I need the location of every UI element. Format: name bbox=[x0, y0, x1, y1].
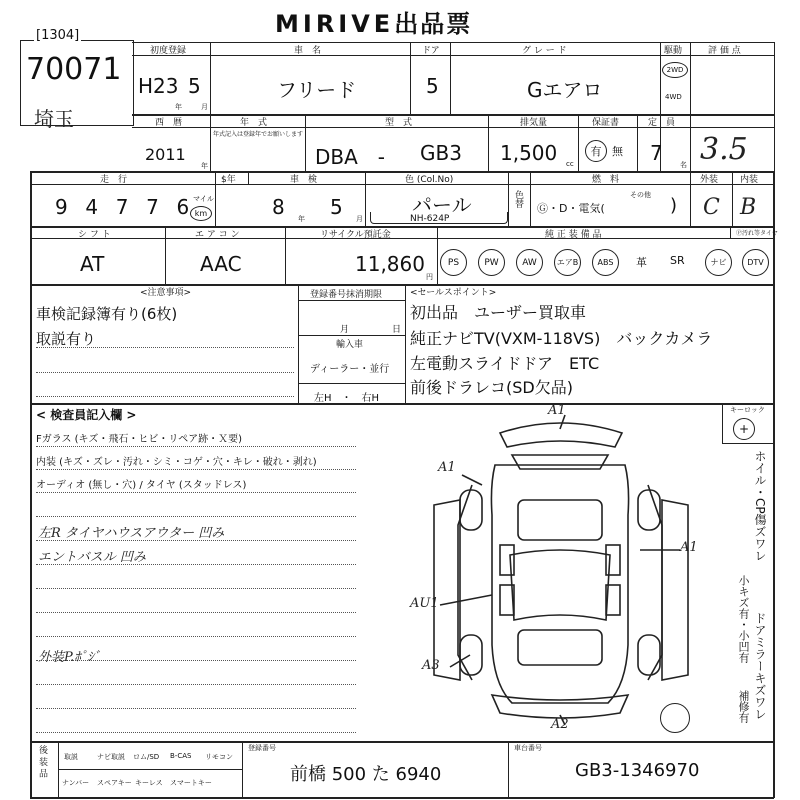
capacity-label: 定 員 bbox=[648, 118, 676, 128]
color-bracket bbox=[370, 212, 508, 224]
equipment-label: 純 正 装 備 品 bbox=[545, 230, 602, 240]
capacity-value: 7 bbox=[650, 141, 663, 165]
mileage-digit: 6 bbox=[176, 195, 190, 219]
katashiki-prefix: DBA - bbox=[315, 145, 386, 169]
drive-label: 駆動 bbox=[664, 46, 683, 56]
drive-4wd: 4WD bbox=[665, 93, 682, 101]
capacity-unit: 名 bbox=[680, 161, 687, 169]
accessory-item: ロム/SD bbox=[133, 753, 160, 761]
dirty-tire-label: Ⓟ汚れ等タイヤ bbox=[736, 230, 778, 237]
displacement-label: 排気量 bbox=[520, 118, 548, 128]
equip-pw-circled: PW bbox=[478, 249, 505, 276]
inspection-label: 車 検 bbox=[290, 175, 318, 185]
model-year-label: 年 式 bbox=[240, 118, 268, 128]
mileage-digit: 7 bbox=[146, 195, 159, 219]
recycle-unit: 円 bbox=[426, 273, 433, 281]
accessory-item: ナビ取説 bbox=[97, 753, 125, 761]
eval-score: 3.5 bbox=[700, 132, 748, 167]
brand-name: MIRIVE bbox=[275, 10, 395, 38]
accessory-item: リモコン bbox=[205, 753, 233, 761]
recycle-value: 11,860 bbox=[355, 252, 425, 276]
reg-day-unit: 日 bbox=[392, 325, 402, 335]
shift-value: AT bbox=[80, 252, 105, 276]
side-note-minor: 小キズ有・小凹有 bbox=[737, 575, 750, 663]
seireki-label: 西 暦 bbox=[155, 118, 183, 128]
displacement-value: 1,500 bbox=[500, 141, 558, 165]
inspector-handwritten-note: エントバスル 凹み bbox=[38, 550, 146, 565]
equip-navi-circled: ナビ bbox=[705, 249, 732, 276]
interior-label: 内装 bbox=[740, 175, 759, 185]
page-title bbox=[275, 4, 472, 39]
ac-label: エ ア コ ン bbox=[195, 230, 240, 240]
interior-grade: B bbox=[740, 195, 757, 220]
corner-circle-mark bbox=[660, 703, 690, 733]
color-label: 色 (Col.No) bbox=[405, 175, 454, 185]
exterior-grade: C bbox=[703, 195, 720, 220]
seireki-unit: 年 bbox=[201, 162, 208, 170]
mileage-digits bbox=[55, 195, 200, 219]
equip-sunroof: SR bbox=[670, 254, 685, 267]
first-reg-label: 初度登録 bbox=[150, 46, 187, 56]
lot-region: 埼玉 bbox=[34, 107, 74, 131]
damage-mark-a1-left: A1 bbox=[438, 460, 456, 475]
inspection-month-unit: 月 bbox=[356, 215, 363, 223]
reg-deadline-label: 登録番号抹消期限 bbox=[310, 290, 383, 300]
mileage-digit: 7 bbox=[115, 195, 129, 219]
plate-number: 前橋 500 た 6940 bbox=[290, 764, 442, 785]
accessory-item: B-CAS bbox=[170, 752, 192, 760]
sales-point-line: 左電動スライドドア ETC bbox=[410, 354, 600, 373]
car-name: フリード bbox=[277, 78, 357, 102]
unit-km-circled: km bbox=[190, 206, 212, 221]
sheet-title: 出品票 bbox=[394, 10, 473, 38]
meter-label: $年 bbox=[221, 175, 236, 185]
color-value: パール bbox=[412, 193, 472, 217]
side-note-mirror: ドアミラーキズワレ bbox=[753, 612, 767, 720]
caution-line: 取説有り bbox=[36, 330, 97, 348]
car-name-label: 車 名 bbox=[294, 46, 322, 56]
displacement-unit: cc bbox=[566, 160, 574, 168]
doors-value: 5 bbox=[426, 74, 439, 98]
grade-label: グ レ ー ド bbox=[522, 46, 567, 56]
caution-label: <注意事項> bbox=[140, 288, 192, 298]
chassis-label: 車台番号 bbox=[514, 744, 542, 752]
sales-point-line: 前後ドラレコ(SD欠品) bbox=[410, 378, 573, 397]
damage-mark-a3: A3 bbox=[422, 658, 440, 673]
exterior-label: 外装 bbox=[700, 175, 719, 185]
damage-mark-au1: AU1 bbox=[410, 596, 439, 611]
plate-label: 登録番号 bbox=[248, 744, 276, 752]
side-note-repair: 補修有 bbox=[737, 690, 750, 723]
sales-point-line: 純正ナビTV(VXM-118VS) バックカメラ bbox=[410, 329, 713, 348]
equip-leather: 革 bbox=[636, 256, 647, 269]
mileage-digit: 4 bbox=[85, 195, 99, 219]
ac-value: AAC bbox=[200, 252, 242, 276]
key-lock-label: キーロック bbox=[730, 406, 765, 414]
fuel-label: 燃 料 bbox=[592, 175, 620, 185]
lot-code: [1304] bbox=[36, 28, 80, 43]
fuel-other: その他 bbox=[630, 191, 651, 199]
equip-airbag-circled: エアB bbox=[554, 249, 581, 276]
drive-2wd-circled: 2WD bbox=[662, 62, 688, 78]
inspection-month: 5 bbox=[330, 195, 343, 219]
car-damage-diagram bbox=[400, 405, 722, 741]
equip-abs-circled: ABS bbox=[592, 249, 619, 276]
handle-side: 左H ・ 右H bbox=[314, 393, 380, 404]
month-unit: 月 bbox=[201, 103, 208, 111]
accessory-item: ナンバー bbox=[62, 779, 90, 787]
fuel-close: ) bbox=[670, 195, 678, 216]
equip-aw-circled: AW bbox=[516, 249, 543, 276]
inspector-handwritten-note: 外装P.ﾎﾟｼﾞ bbox=[38, 650, 101, 665]
accessories-label: 後 装 品 bbox=[37, 745, 47, 778]
grade-value: Gエアロ bbox=[527, 78, 603, 102]
warranty-no: 無 bbox=[612, 145, 623, 158]
first-reg-era: H23 bbox=[138, 74, 179, 98]
fuel-options: Ⓖ・D・電気( bbox=[537, 202, 605, 215]
accessory-item: スマートキー bbox=[170, 779, 212, 787]
equip-ps-circled: PS bbox=[440, 249, 467, 276]
inspector-label: < 検査員記入欄 > bbox=[36, 408, 137, 422]
accessory-item: 取説 bbox=[64, 753, 78, 761]
lot-number: 70071 bbox=[26, 52, 122, 87]
inspector-line: Fガラス (キズ・飛石・ヒビ・リペア跡・Ｘ要) bbox=[36, 434, 243, 445]
mileage-digit: 9 bbox=[55, 195, 68, 219]
first-reg-month: 5 bbox=[188, 74, 201, 98]
shift-label: シ フ ト bbox=[78, 230, 111, 240]
side-note-wheel: ホイル・CP傷ズワレ bbox=[753, 450, 767, 562]
damage-mark-a1-rear: A1 bbox=[548, 403, 566, 418]
color-change-label: 色替 bbox=[513, 190, 523, 208]
inspection-year-unit: 年 bbox=[298, 215, 305, 223]
model-year-note: 年式記入は登録年でお願いします bbox=[213, 131, 304, 138]
accessory-item: キーレス bbox=[135, 779, 163, 787]
inspector-handwritten-note: 左R タイヤハウスアウター 凹み bbox=[38, 526, 225, 541]
katashiki-value: GB3 bbox=[420, 141, 462, 165]
chassis-number: GB3-1346970 bbox=[575, 760, 700, 781]
key-lock-circle-mark: + bbox=[733, 418, 755, 440]
seireki-value: 2011 bbox=[145, 145, 186, 164]
year-unit: 年 bbox=[175, 103, 182, 111]
unit-mile: マイル bbox=[193, 195, 214, 203]
dealer-parallel: ディーラー・並行 bbox=[310, 364, 390, 375]
inspection-year: 8 bbox=[272, 195, 285, 219]
equip-dtv-circled: DTV bbox=[742, 249, 769, 276]
eval-label: 評 価 点 bbox=[708, 46, 741, 56]
katashiki-label: 型 式 bbox=[385, 118, 413, 128]
color-code: NH-624P bbox=[410, 214, 450, 224]
mileage-label: 走 行 bbox=[100, 175, 128, 185]
sales-point-label: <セールスポイント> bbox=[410, 288, 497, 298]
warranty-yes-circled: 有 bbox=[585, 140, 607, 162]
doors-label: ドア bbox=[422, 46, 440, 56]
damage-mark-a1-right: A1 bbox=[680, 540, 698, 555]
accessory-item: スペアキー bbox=[97, 779, 132, 787]
inspector-line: 内装 (キズ・ズレ・汚れ・シミ・コゲ・穴・キレ・破れ・剥れ) bbox=[36, 457, 317, 468]
caution-line: 車検記録簿有り(6枚) bbox=[36, 305, 178, 323]
inspector-line: オーディオ (無し・穴) / タイヤ (スタッドレス) bbox=[36, 480, 247, 491]
reg-month-unit: 月 bbox=[340, 325, 350, 335]
damage-mark-a2-front: A2 bbox=[551, 717, 569, 732]
warranty-label: 保証書 bbox=[592, 118, 620, 128]
import-label: 輸入車 bbox=[336, 340, 364, 350]
sales-point-line: 初出品 ユーザー買取車 bbox=[410, 303, 587, 322]
recycle-label: リサイクル預託金 bbox=[320, 230, 391, 240]
